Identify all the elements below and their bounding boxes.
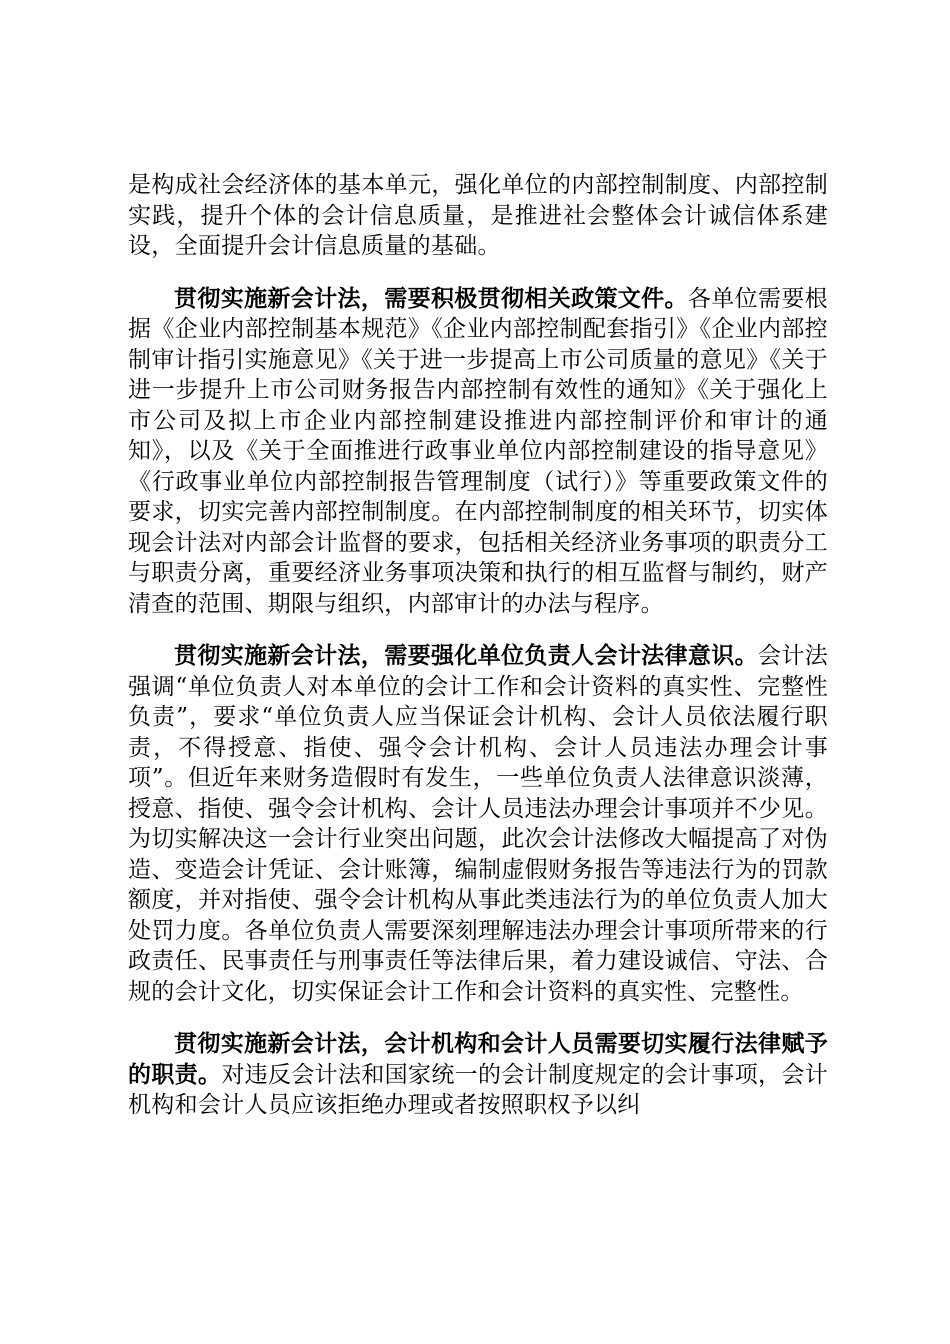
paragraph-text: 对违反会计法和国家统一的会计制度规定的会计事项，会计机构和会计人员应该拒绝办理或者按照职权予以纠 bbox=[128, 1061, 828, 1118]
paragraph-continuation bbox=[128, 170, 828, 262]
paragraph-policy-documents bbox=[128, 284, 828, 620]
paragraph-text: 是构成社会经济体的基本单元，强化单位的内部控制制度、内部控制实践，提升个体的会计信息质量，是推进社会整体会计诚信体系建设，全面提升会计信息质量的基础。 bbox=[128, 172, 828, 259]
paragraph-responsible-person bbox=[128, 641, 828, 1007]
paragraph-accounting-staff-duties bbox=[128, 1029, 828, 1121]
document-body bbox=[128, 170, 828, 1143]
paragraph-text: 会计法强调“单位负责人对本单位的会计工作和会计资料的真实性、完整性负责”，要求“单位负责人应当保证会计机构、会计人员依法履行职责，不得授意、指使、强令会计机构、会计人员违法办理会计事项”。但近年来财务造假时有发生，一些单位负责人法律意识淡薄，授意、指使、强令会计机构、会计人员违法办理会计事项并不少见。为切实解决这一会计行业突出问题，此次会计法修改大幅提高了对伪造、变造会计凭证、会计账簿，编制虚假财务报告等违法行为的罚款额度，并对指使、强令会计机构从事此类违法行为的单位负责人加大处罚力度。各单位负责人需要深刻理解违法办理会计事项所带来的行政责任、民事责任与刑事责任等法律后果，着力建设诚信、守法、合规的会计文化，切实保证会计工作和会计资料的真实性、完整性。 bbox=[128, 643, 829, 1005]
paragraph-lead-bold: 贯彻实施新会计法，会计机构和会计人员需要切实履行法律赋予的职责。 bbox=[128, 1030, 828, 1088]
paragraph-lead-bold: 贯彻实施新会计法，需要积极贯彻相关政策文件。 bbox=[174, 284, 688, 312]
paragraph-lead-bold: 贯彻实施新会计法，需要强化单位负责人会计法律意识。 bbox=[174, 642, 758, 669]
paragraph-text: 各单位需要根据《企业内部控制基本规范》《企业内部控制配套指引》《企业内部控制审计指引实施意见》《关于进一步提高上市公司质量的意见》《关于进一步提升上市公司财务报告内部控制有效性的通知》《关于强化上市公司及拟上市企业内部控制建设推进内部控制评价和审计的通知》，以及《关于全面推进行政事业单位内部控制建设的指导意见》《行政事业单位内部控制报告管理制度（试行）》等重要政策文件的要求，切实完善内部控制制度。在内部控制制度的相关环节，切实体现会计法对内部会计监督的要求，包括相关经济业务事项的职责分工与职责分离，重要经济业务事项决策和执行的相互监督与制约，财产清查的范围、期限与组织，内部审计的办法与程序。 bbox=[128, 285, 828, 617]
